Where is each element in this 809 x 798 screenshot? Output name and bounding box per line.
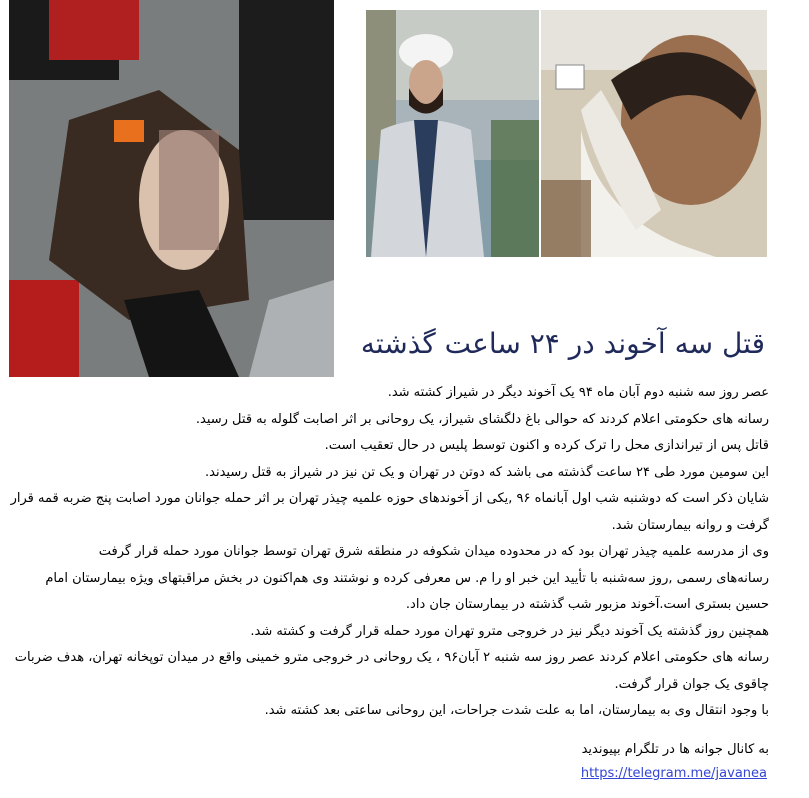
- article-body: [9, 380, 769, 725]
- cleric-portrait-graphic: [366, 10, 539, 257]
- injured-man-hospital-photo: [541, 10, 767, 257]
- injured-man-hospital-graphic: [541, 10, 767, 257]
- article-paragraph: شایان ذکر است که دوشنبه شب اول آبانماه ۹۶ ,یکی از آخوندهای حوزه علمیه چیذر تهران بر اثر حمله جوانان مورد اصابت پنج ضربه قمه قرار گرفت و روانه بیمارستان شد.: [10, 491, 769, 533]
- article-paragraph: قاتل پس از تیراندازی محل را ترک کرده و اکنون توسط پلیس در حال تعقیب است.: [324, 438, 769, 453]
- article-paragraph: همچنین روز گذشته یک آخوند دیگر نیز در خروجی مترو تهران مورد حمله قرار گرفت و کشته شد.: [250, 623, 769, 639]
- wounded-man-photo-graphic: [9, 0, 334, 377]
- telegram-cta: به کانال جوانه ها در تلگرام بپیوندید: [581, 742, 769, 757]
- wounded-man-photo: [9, 0, 334, 377]
- article-paragraph: عصر روز سه شنبه دوم آبان ماه ۹۴ یک آخوند دیگر در شیراز کشته شد.: [387, 385, 769, 400]
- headline: قتل سه آخوند در ۲۴ ساعت گذشته: [360, 327, 765, 360]
- article-paragraph: رسانه‌های رسمی ,روز سه‌شنبه با تأیید این خبر او را م. س معرفی کرده و نوشتند وی هم‌اکنون در بخش مراقبتهای ویژه بیمارستان امام حسین بستری است.آخوند مزبور شب گذشته در بیمارستان جان داد.: [45, 570, 769, 612]
- article-paragraph: با وجود انتقال وی به بیمارستان، اما به علت شدت جراحات، این روحانی ساعتی بعد کشته شد.: [264, 703, 769, 718]
- article-paragraph: رسانه های حکومتی اعلام کردند که حوالی باغ دلگشای شیراز، یک روحانی بر اثر اصابت گلوله به قتل رسید.: [195, 411, 769, 427]
- article-paragraph: این سومین مورد طی ۲۴ ساعت گذشته می باشد که دوتن در تهران و یک تن نیز در شیراز به قتل رسیدند.: [205, 464, 769, 480]
- article-paragraph: رسانه های حکومتی اعلام کردند عصر روز سه شنبه ۲ آبان۹۶ ، یک روحانی در خروجی مترو خمینی واقع در میدان توپخانه تهران، هدف ضربات چاقوی یک جوان قرار گرفت.: [14, 650, 769, 692]
- cleric-portrait-photo: [366, 10, 539, 257]
- telegram-link[interactable]: https://telegram.me/javanea: [580, 766, 767, 781]
- article-paragraph: وی از مدرسه علمیه چیذر تهران بود که در محدوده میدان شکوفه در منطقه شرق تهران توسط جوانان مورد حمله قرار گرفت: [98, 544, 769, 559]
